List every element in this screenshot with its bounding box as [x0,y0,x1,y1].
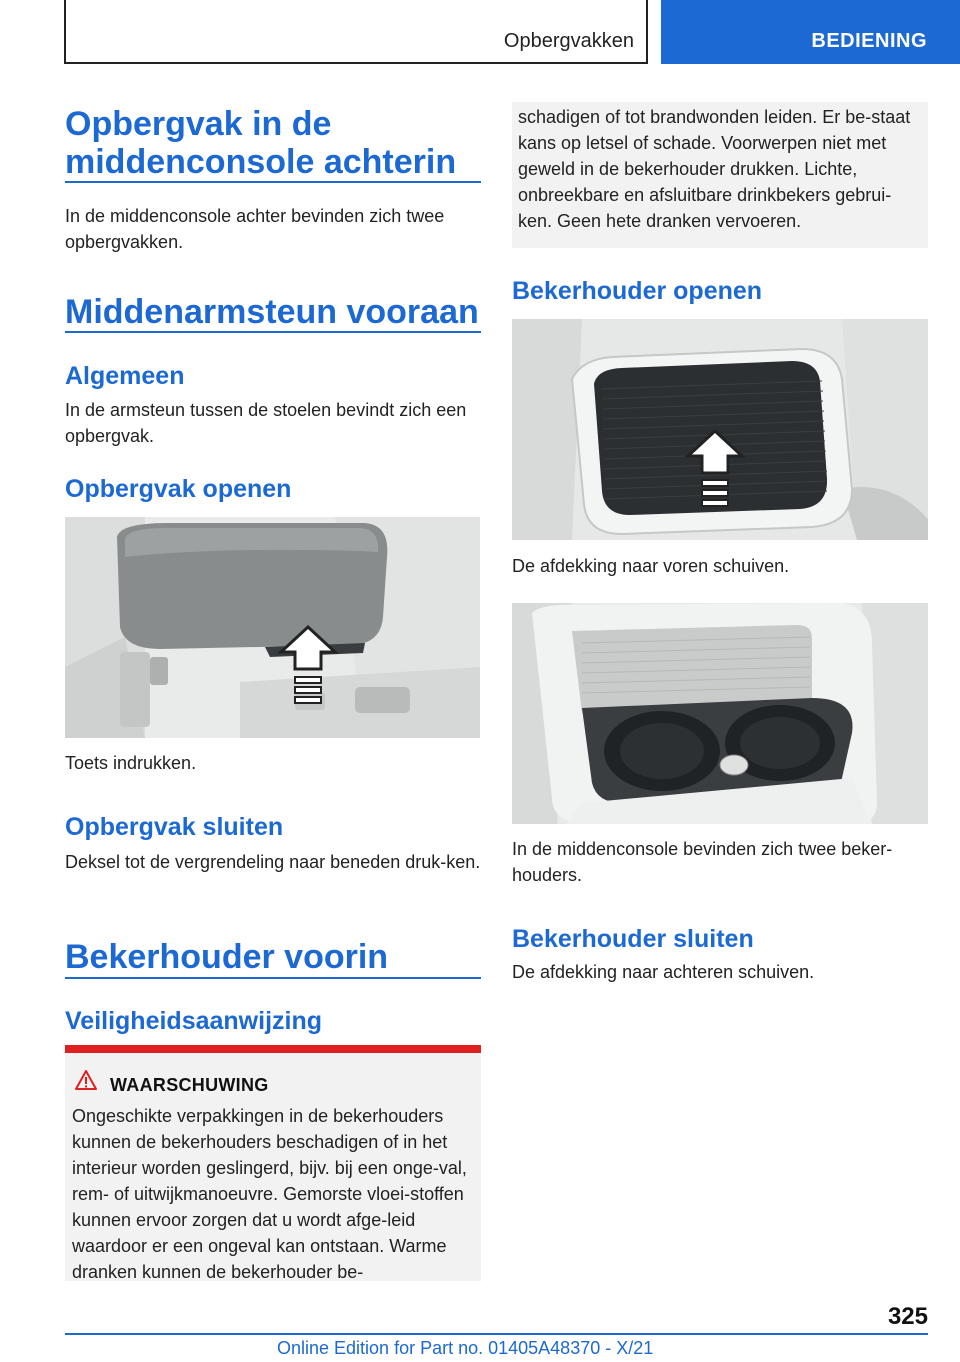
page-number: 325 [887,1303,928,1330]
subheading-bekerhouder-sluiten: Bekerhouder sluiten [512,925,754,953]
cupholder-closed-illustration [512,319,928,540]
armrest-illustration [65,517,480,738]
footer-edition: Online Edition for Part no. 01405A48370 - X/21 [277,1338,654,1358]
header-chapter-title: BEDIENING [811,30,927,52]
warning-text-continued: schadigen of tot brandwonden leiden. Er be-staat kans op letsel of schade. Voorwerpen niet met geweld in de bekerhouder drukken. Lichte, onbreekbare en afsluitbare drinkbekers gebrui-ken. Geen hete dranken vervoeren. [518,107,911,231]
heading-rule [65,331,481,333]
cupholder-open-illustration [512,603,928,824]
heading-line-1: Opbergvak in de [65,105,332,143]
paragraph-algemeen: In de armsteun tussen de stoelen bevindt zich een opbergvak. [65,400,467,446]
paragraph-bekerhouder-sluiten: De afdekking naar achteren schuiven. [512,962,815,982]
subheading-bekerhouder-openen: Bekerhouder openen [512,277,763,305]
warning-triangle-icon [75,1070,97,1090]
subheading-opbergvak-sluiten: Opbergvak sluiten [65,813,284,841]
caption-twee-bekerhouders: In de middenconsole bevinden zich twee beker-houders. [512,839,893,885]
subheading-veiligheid: Veiligheidsaanwijzing [65,1007,323,1035]
caption-toets-indrukken: Toets indrukken. [65,753,197,773]
warning-bar [65,1045,481,1053]
cupholder-closed-image [512,319,928,540]
subheading-algemeen: Algemeen [65,362,185,390]
heading-middenarmsteun: Middenarmsteun vooraan [65,293,479,331]
header-section-box [64,0,648,64]
warning-title: WAARSCHUWING [110,1075,269,1095]
warning-box-continued [512,102,928,248]
armrest-image [65,517,480,738]
cupholder-open-image [512,603,928,824]
heading-bekerhouder-voorin: Bekerhouder voorin [65,938,389,976]
heading-rule [65,977,481,979]
caption-afdekking-voren: De afdekking naar voren schuiven. [512,556,790,576]
subheading-opbergvak-openen: Opbergvak openen [65,475,292,503]
paragraph-sluiten: Deksel tot de vergrendeling naar beneden druk-ken. [65,852,481,872]
paragraph-achterin: In de middenconsole achter bevinden zich twee opbergvakken. [65,206,445,252]
heading-rule [65,181,481,183]
heading-line-2: middenconsole achterin [65,143,457,181]
heading-opbergvak-achterin [65,105,481,181]
warning-box [65,1045,481,1281]
warning-text: Ongeschikte verpakkingen in de bekerhouders kunnen de bekerhouders beschadigen of in het interieur worden geslingerd, bijv. bij een onge-val, rem- of uitwijkmanoeuvre. Gemorste vloei-stoffen kunnen ervoor zorgen dat u wordt afge-leid waardoor er een ongeval kan ontstaan. Warme dranken kunnen de bekerhouder be- [72,1106,467,1282]
footer-rule [65,1333,928,1335]
header-chapter-tab [661,0,960,64]
header-section-title: Opbergvakken [503,30,634,52]
